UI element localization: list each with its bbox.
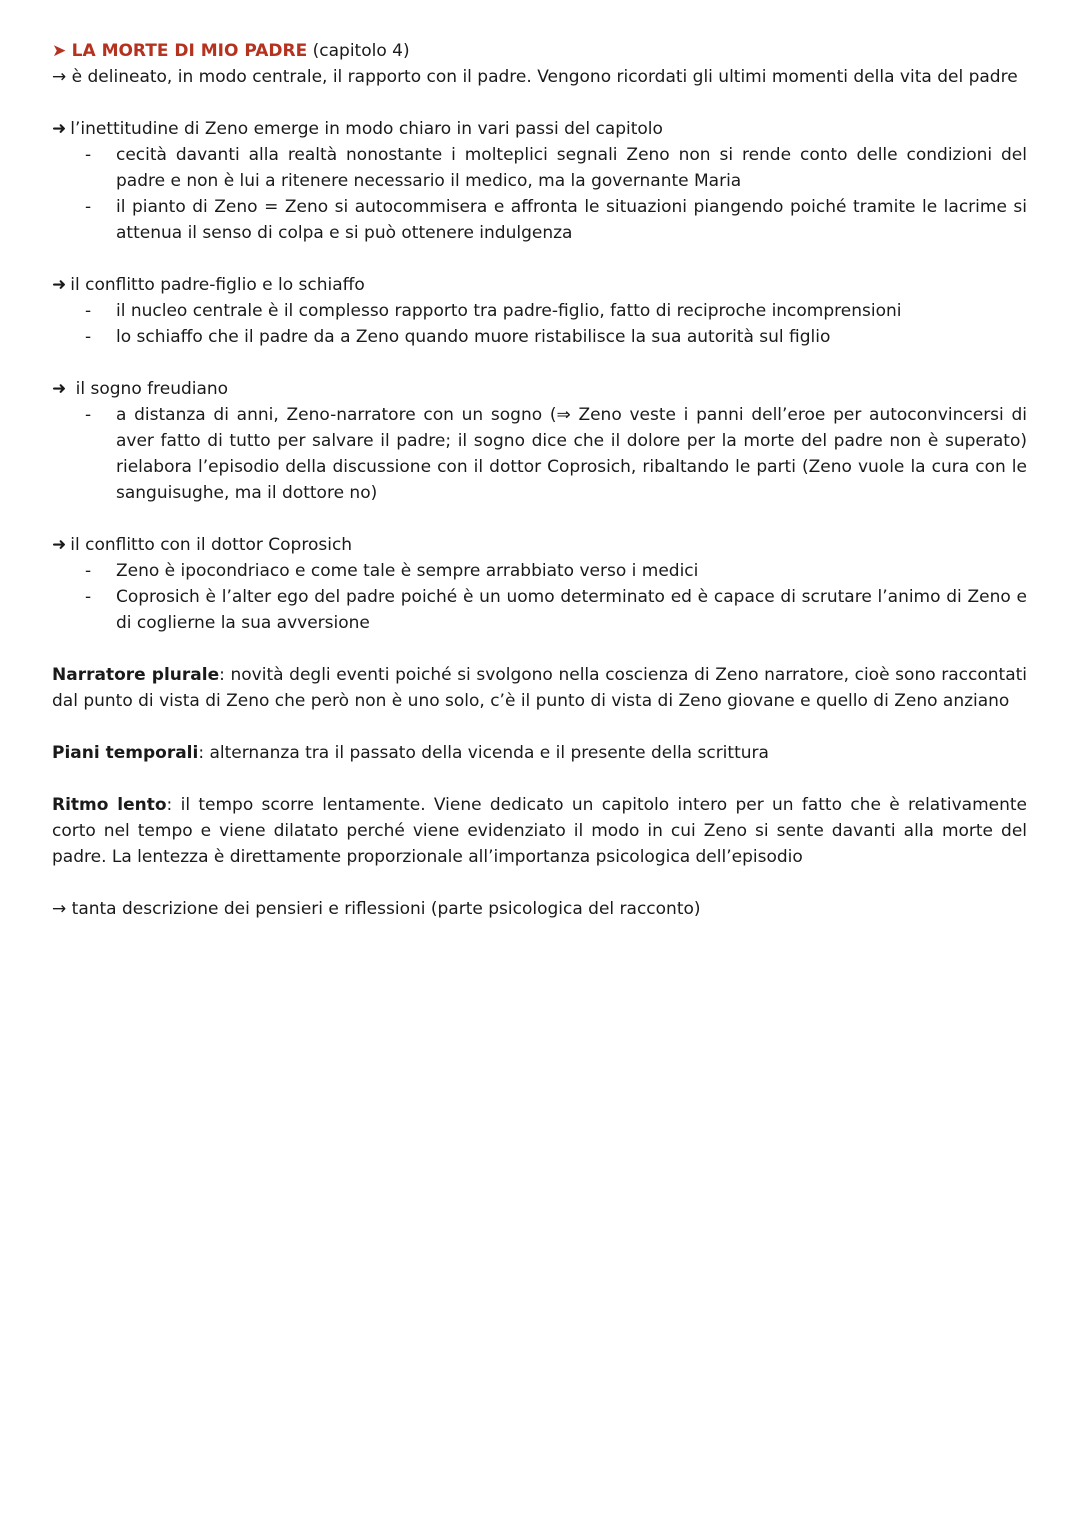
list-item-text: lo schiaffo che il padre da a Zeno quando muore ristabilisce la sua autorità sul figlio [116, 327, 831, 347]
list-item [52, 558, 1027, 584]
list-item-text: Zeno è ipocondriaco e come tale è sempre arrabbiato verso i medici [116, 561, 699, 581]
spacer [52, 714, 1027, 740]
chapter-intro: → è delineato, in modo centrale, il rapporto con il padre. Vengono ricordati gli ultimi momenti della vita del padre [52, 67, 1018, 87]
list-item [52, 142, 1027, 194]
bullet-list [52, 558, 1027, 636]
bullet-list [52, 298, 1027, 350]
spacer [52, 766, 1027, 792]
bullet-list [52, 402, 1027, 506]
closing-note: → tanta descrizione dei pensieri e riflessioni (parte psicologica del racconto) [52, 899, 701, 919]
section-heading-text: l’inettitudine di Zeno emerge in modo chiaro in vari passi del capitolo [70, 119, 663, 139]
note-text: : novità degli eventi poiché si svolgono nella coscienza di Zeno narratore, cioè sono raccontati dal punto di vista di Zeno che però non è uno solo, c’è il punto di vista di Zeno giovane e quello di Zeno anziano [52, 665, 1027, 711]
section-sogno-freudiano [52, 376, 1027, 506]
list-item-text: a distanza di anni, Zeno-narratore con un sogno (⇒ Zeno veste i panni dell’eroe per autoconvincersi di aver fatto di tutto per salvare il padre; il sogno dice che il dolore per la morte del padre non è superato) rielabora l’episodio della discussione con il dottor Coprosich, ribaltando le parti (Zeno vuole la cura con le sanguisughe, ma il dottore no) [116, 405, 1027, 503]
note-label: Ritmo lento [52, 795, 167, 815]
list-item [52, 194, 1027, 246]
list-item-text: il pianto di Zeno = Zeno si autocommisera e affronta le situazioni piangendo poiché tramite le lacrime si attenua il senso di colpa e si può ottenere indulgenza [116, 197, 1027, 243]
list-item [52, 584, 1027, 636]
arrow-icon: ➜ [52, 119, 67, 139]
section-heading [52, 532, 1027, 558]
dash-icon: - [85, 301, 92, 321]
arrow-icon: ➜ [52, 275, 67, 295]
section-heading-text: il conflitto padre-figlio e lo schiaffo [70, 275, 365, 295]
section-heading [52, 272, 1027, 298]
section-conflitto-padre-figlio [52, 272, 1027, 350]
note-narratore-plurale [52, 662, 1027, 714]
spacer [52, 506, 1027, 532]
section-heading-text: il sogno freudiano [70, 379, 229, 399]
spacer [52, 636, 1027, 662]
section-heading-text: il conflitto con il dottor Coprosich [70, 535, 353, 555]
spacer [52, 350, 1027, 376]
section-inettitudine [52, 116, 1027, 246]
list-item-text: il nucleo centrale è il complesso rapporto tra padre-figlio, fatto di reciproche incomprensioni [116, 301, 902, 321]
list-item [52, 298, 1027, 324]
spacer [52, 870, 1027, 896]
spacer [52, 90, 1027, 116]
note-label: Narratore plurale [52, 665, 220, 685]
bullet-list [52, 142, 1027, 246]
note-ritmo-lento [52, 792, 1027, 870]
list-item [52, 402, 1027, 506]
note-label: Piani temporali [52, 743, 199, 763]
list-item-text: Coprosich è l’alter ego del padre poiché è un uomo determinato ed è capace di scrutare l’animo di Zeno e di coglierne la sua avversione [116, 587, 1027, 633]
section-heading [52, 116, 1027, 142]
document-page [52, 38, 1027, 922]
chapter-subtitle: (capitolo 4) [307, 41, 410, 61]
dash-icon: - [85, 561, 92, 581]
arrow-icon: ➜ [52, 535, 67, 555]
list-item-text: cecità davanti alla realtà nonostante i molteplici segnali Zeno non si rende conto delle condizioni del padre e non è lui a ritenere necessario il medico, ma la governante Maria [116, 145, 1027, 191]
dash-icon: - [85, 587, 92, 607]
title-marker-icon: ➤ [52, 41, 67, 61]
note-text: : alternanza tra il passato della vicenda e il presente della scrittura [198, 743, 769, 763]
chapter-title [52, 38, 1027, 64]
list-item [52, 324, 1027, 350]
section-heading [52, 376, 1027, 402]
dash-icon: - [85, 405, 92, 425]
dash-icon: - [85, 327, 92, 347]
spacer [52, 246, 1027, 272]
note-piani-temporali [52, 740, 1027, 766]
chapter-title-text: LA MORTE DI MIO PADRE [71, 41, 308, 61]
dash-icon: - [85, 145, 92, 165]
section-conflitto-coprosich [52, 532, 1027, 636]
arrow-icon: ➜ [52, 379, 67, 399]
note-text: : il tempo scorre lentamente. Viene dedicato un capitolo intero per un fatto che è relativamente corto nel tempo e viene dilatato perché viene evidenziato il modo in cui Zeno si sente davanti alla morte del padre. La lentezza è direttamente proporzionale all’importanza psicologica dell’episodio [52, 795, 1027, 867]
dash-icon: - [85, 197, 92, 217]
